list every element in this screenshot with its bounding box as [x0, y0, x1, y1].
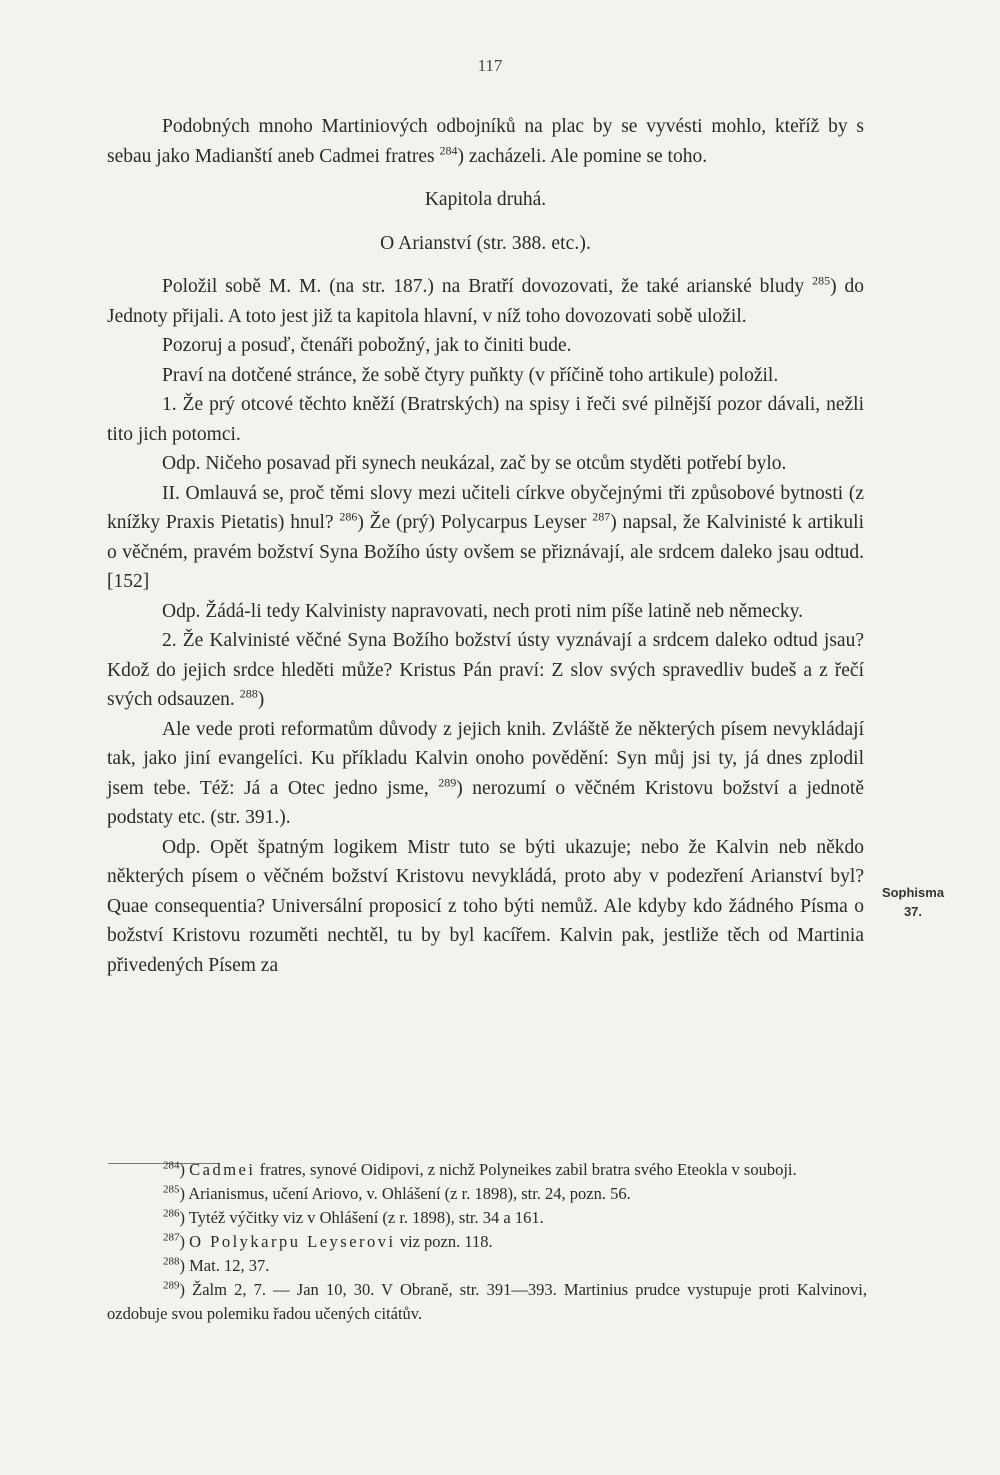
margin-note: [868, 883, 958, 921]
paragraph: Odp. Žádá-li tedy Kalvinisty napravovati, nech proti nim píše latině neb německy.: [162, 600, 803, 622]
margin-note-number: 37.: [903, 904, 923, 919]
page-number: 117: [477, 56, 503, 75]
chapter-title: Kapitola druhá.: [424, 189, 547, 210]
footnote-mark: 285: [163, 1183, 180, 1196]
footnote: [107, 1278, 867, 1326]
footnote-ref: 285: [812, 273, 831, 288]
paragraph: Praví na dotčené stránce, že sobě čtyry puňkty (v příčině toho artikule) položil.: [162, 364, 779, 386]
footnote: [107, 1230, 867, 1254]
paragraph: Pozoruj a posuď, čtenáři pobožný, jak to činiti bude.: [162, 335, 572, 356]
footnotes: [107, 1158, 867, 1326]
footnote-ref: 284: [439, 143, 458, 157]
paragraph: Odp. Opět špatným logikem Mistr tuto se býti ukazuje; nebo že Kalvin neb někdo některých písem o věčném božství Kristovu nevykládá, proto aby v podezření Arianství byl? Quae consequentia? Universální proposicí z toho býti nemůž. Ale kdyby kdo žádného Písma o božství Kristovu rozuměti nechtěl, tu by byl kacířem. Kalvin pak, jestliže těch od Martinia přivedených Písem za: [107, 836, 864, 976]
paragraph-text: Položil sobě M. M. (na str. 187.) na Bratří dovozovati, že také arianské bludy: [162, 276, 813, 297]
paragraph-text: ) do Jednoty přijali. A toto jest již ta kapitola hlavní, v níž toho dovozovati sobě uložil.: [107, 276, 865, 327]
footnote-spaced-text: Cadmei: [189, 1160, 256, 1179]
paragraph-text: Ale vede proti reformatům důvody z jejich knih. Zvláště že některých písem nevykládají tak, jako jiní evangelíci. Ku příkladu Kalvin onoho povědění: Syn můj jsi ty, já dnes zplodil jsem tebe. Též: Já a Otec jedno jsme,: [107, 718, 864, 799]
footnote-mark: 287: [163, 1231, 180, 1244]
footnote-text: viz pozn. 118.: [395, 1232, 493, 1251]
paragraph: [107, 626, 864, 715]
footnote-text: ) Tytéž výčitky viz v Ohlášení (z r. 1898), str. 34 a 161.: [179, 1208, 544, 1227]
paragraph: [107, 715, 864, 833]
footnote-text: ) Mat. 12, 37.: [179, 1256, 270, 1275]
margin-note-label: Sophisma: [881, 885, 945, 900]
paragraph: [107, 112, 864, 171]
paragraph-text: ) napsal, že Kalvinisté k artikuli o věčném, pravém božství Syna Božího ústy ovšem se přiznávají, ale srdcem daleko jsau odtud. [152]: [107, 512, 865, 592]
footnote-ref: 286: [339, 509, 358, 524]
paragraph-text: ) nerozumí o věčném Kristovu božství a jednotě podstaty etc. (str. 391.).: [107, 777, 864, 828]
footnote-mark: 288: [163, 1255, 180, 1268]
paragraph: [107, 272, 864, 331]
paragraph-text: Podobných mnoho Martiniových odbojníků na plac by se vyvésti mohlo, kteříž by s sebau jako Madianští aneb Cadmei fratres: [107, 116, 864, 167]
footnote-mark: 289: [163, 1279, 180, 1292]
footnote-text: ) Arianismus, učení Ariovo, v. Ohlášení (z r. 1898), str. 24, pozn. 56.: [179, 1184, 631, 1203]
paragraph-text: ) zacházeli. Ale pomine se toho.: [457, 145, 708, 167]
footnote: [107, 1254, 867, 1278]
footnote-ref: 288: [239, 686, 258, 701]
paragraph-text: 2. Že Kalvinisté věčné Syna Božího božství ústy vyznávají a srdcem daleko odtud jsau? Kdož do jejich srdce hleděti může? Kristus Pán praví: Z slov svých spravedliv budeš a z řečí svých odsauzen.: [107, 630, 864, 710]
footnote-spaced-text: O Polykarpu Leyserovi: [189, 1232, 396, 1251]
paragraph-text: ): [257, 689, 265, 710]
footnote-ref: 287: [592, 509, 611, 524]
paragraph: Odp. Ničeho posavad při synech neukázal, zač by se otcům styděti potřebí bylo.: [162, 453, 787, 474]
section-title: O Arianství (str. 388. etc.).: [380, 232, 591, 254]
footnote-text: fratres, synové Oidipovi, z nichž Polyneikes zabil bratra svého Eteokla v souboji.: [255, 1160, 797, 1179]
paragraph: 1. Že prý otcové těchto kněží (Bratrských) na spisy i řeči své pilnější pozor dávali, nežli tito jich potomci.: [107, 394, 864, 445]
footnote-text: ) Žalm 2, 7. — Jan 10, 30. V Obraně, str. 391—393. Martinius prudce vystupuje proti Kalvinovi, ozdobuje svou polemiku řadou učených citátův.: [107, 1280, 867, 1323]
paragraph: [107, 479, 864, 597]
footnote-ref: 289: [438, 775, 457, 789]
paragraph-text: ) Že (prý) Polycarpus Leyser: [357, 512, 593, 533]
footnote-mark: 284: [163, 1159, 180, 1172]
paragraph-text: II. Omlauvá se, proč těmi slovy mezi učiteli církve obyčejnými tři způsobové bytnosti (z knížky Praxis Pietatis) hnul?: [107, 482, 864, 533]
footnote-mark: 286: [163, 1207, 180, 1220]
footnote-text: ): [179, 1232, 190, 1251]
footnote-text: ): [179, 1160, 190, 1179]
footnote: [107, 1158, 867, 1182]
footnote: [107, 1206, 867, 1230]
body-text: [107, 112, 864, 980]
footnote: [107, 1182, 867, 1206]
